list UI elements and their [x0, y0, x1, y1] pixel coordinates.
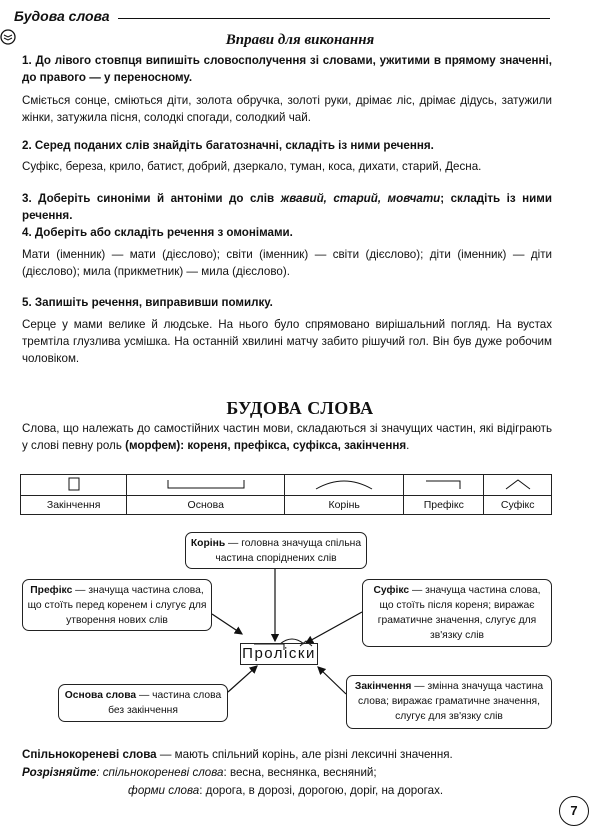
cognates-line [22, 746, 562, 763]
suffix-definition-box [362, 579, 552, 647]
table-cell-ending: Закінчення [21, 496, 127, 515]
forms-line [128, 782, 568, 799]
theory-intro-text: Слова, що належать до самостійних частин мови, складаються зі значущих частин, які відіграють у слові певну роль [22, 422, 552, 452]
root-definition: — головна значуща спільна частина споріднених слів [215, 538, 362, 564]
exercises-title: Вправи для виконання [225, 32, 375, 48]
ending-definition-box [346, 675, 552, 729]
forms-examples: : дорога, в дорозі, дорогою, доріг, на дорогах. [199, 784, 444, 797]
stem-definition-box [58, 684, 228, 722]
stem-arrow [228, 666, 257, 692]
stem-term: Основа слова [64, 690, 137, 701]
theory-intro-morphemes: (морфем): кореня, префікса, суфікса, закінчення [125, 439, 407, 452]
distinguish-cognates: : весна, веснянка, весняний; [223, 766, 377, 779]
exercise-2-task-text: 2. Серед поданих слів знайдіть багатозначні, складіть із ними речення. [22, 139, 434, 152]
table-cell-prefix: Префікс [404, 496, 484, 515]
theory-intro-end: . [406, 439, 410, 452]
root-definition-box [185, 532, 367, 569]
exercise-4-text: Мати (іменник) — мати (дієслово); світи (іменник) — світи (дієслово); діти (іменник) — діти (дієслово); мила (прикметник) — мила (дієслово). [22, 248, 552, 278]
ending-term: Закінчення [354, 681, 412, 692]
exercise-5-task-text: 5. Запишіть речення, виправивши помилку. [22, 296, 273, 309]
exercise-2-text: Суфікс, береза, крило, батист, добрий, дзеркало, туман, коса, дихати, старий, Десна. [22, 160, 482, 173]
table-cell-stem: Основа [127, 496, 285, 515]
prefix-term: Префікс [30, 585, 73, 596]
ending-arrow [318, 667, 346, 694]
exercise-1-text: Сміється сонце, сміються діти, золота обручка, золоті руки, дрімає ліс, дрімає дідусь, затужили жінки, затужила пісня, солодкі спогади, солодкий чай. [22, 94, 552, 124]
running-title: Будова слова [14, 8, 110, 24]
table-cell-suffix: Суфікс [484, 496, 552, 515]
stem-definition: — частина слова без закінчення [108, 690, 222, 716]
prefix-definition-box [22, 579, 212, 631]
exercise-5-text: Серце у мами велике й людське. На нього було спрямовано вирішальний погляд. На вустах тремтіла глузлива усмішка. На останній хвилині матчу забито рішучий гол. Він був дуже робочим чоловіком. [22, 318, 552, 365]
cognates-definition: — мають спільний корінь, але різні лексичні значення. [156, 748, 453, 761]
suffix-definition: — значуща частина слова, що стоїть після кореня; виражає граматичне значення, слугує для зв'язку слів [377, 585, 541, 641]
cognates-term: Спільнокореневі слова [22, 748, 157, 761]
prefix-definition: — значуща частина слова, що стоїть перед коренем і слугує для утворення нових слів [27, 585, 207, 626]
exercise-3-words: жвавий, старий, мовчати [280, 192, 441, 205]
forms-label: форми слова [128, 784, 200, 797]
exercise-1-task-text: 1. До лівого стовпця випишіть словосполучення зі словами, ужитими в прямому значенні, до правого — у переносному. [22, 54, 552, 84]
ending-definition: — змінна значуща частина слова; виражає граматичне значення, слугує для зв'язку слів [358, 681, 544, 722]
distinguish-cognates-label: : спільнокореневі слова [96, 766, 224, 779]
table-cell-root: Корінь [285, 496, 404, 515]
distinguish-label: Розрізняйте [22, 766, 97, 779]
theory-title: БУДОВА СЛОВА [226, 398, 374, 418]
exercise-3-task-start: 3. Доберіть синоніми й антоніми до слів [22, 192, 281, 205]
exercise-4-task-text: 4. Доберіть або складіть речення з омонімами. [22, 226, 293, 239]
exercise-3-task-end: ; складіть із ними речення. [22, 192, 552, 222]
prefix-arrow [212, 614, 242, 634]
distinguish-line [22, 764, 562, 781]
suffix-term: Суфікс [373, 585, 410, 596]
root-term: Корінь [190, 538, 226, 549]
example-word: Проліски [240, 643, 318, 665]
page-number: 7 [559, 796, 589, 826]
